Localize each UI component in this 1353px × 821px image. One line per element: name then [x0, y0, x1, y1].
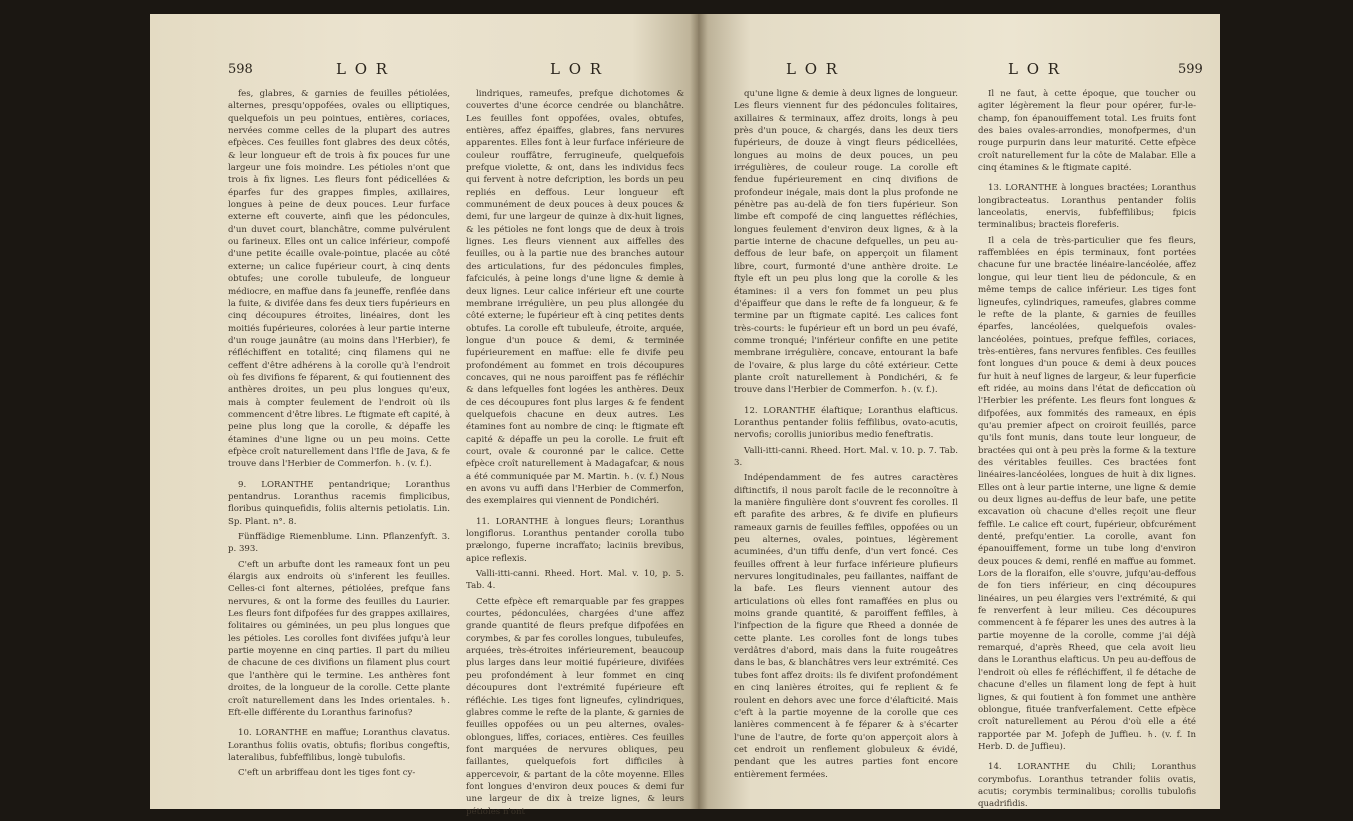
left-column-2: [466, 88, 684, 821]
paragraph: Indépendamment de fes autres caractères diftinctifs, il nous paroît facile de le reconnoître à la manière fingulière dont s'ouvrent fes corolles. Il eft parafite des arbres, & fe divife en plufieurs rameaux garnis de feuilles feffiles, oppofées ou un peu alternes, ovales, pointues, légèrement acuminées, d'un tiffu denfe, d'un vert foncé. Ces feuilles offrent à leur furface inférieure plufieurs nervures longitudinales, peu faillantes, naiffant de la bafe. Les fleurs viennent autour des articulations où elles font ramaffées en plus ou moins grande quantité, & paroiffent feffiles, à l'infpection de la figure que Rheed a donnée de cette plante. Les corolles font de longs tubes verdâtres d'abord, mais dans la fuite rougeâtres dans le bas, & blanchâtres vers leur extrémité. Ces tubes font affez droits: ils fe divifent profondément en cinq lanières étroites, qui fe replient & fe roulent en dehors avec une force d'élafticité. Mais c'eft à la partie moyenne de la corolle que ces lanières commencent à fe féparer & à s'écarter l'une de l'autre, de forte qu'on apperçoit alors à cet endroit un renflement globuleux & évidé, pendant que les autres parties font encore entièrement fermées.: [734, 473, 958, 780]
paragraph: Il a cela de très-particulier que fes fleurs, raffemblées en épis terminaux, font portées chacune fur une bractée linéaire-lancéolée, affez longue, qui leur tient lieu de pédoncule, & en même temps de calice inférieur. Les tiges font ligneufes, cylindriques, rameufes, glabres comme le refte de la plante, & garnies de feuilles éparfes, lancéolées, quelquefois ovales-lancéolées, pointues, prefque feffiles, coriaces, très-entières, fans nervures fenfibles. Ces feuilles font longues d'un pouce & demi à deux pouces fur huit à neuf lignes de largeur, & leur fuperficie eft ridée, au moins dans l'état de deficcation où l'Herbier les préfente. Les fleurs font longues & difpofées, aux fommités des rameaux, en épis qu'au premier afpect on croiroit feuillés, parce qu'ils font munis, dans toute leur longueur, de bractées qui ont à peu près la forme & la texture des véritables feuilles. Ces bractées font linéaires-lancéolées, longues de huit à dix lignes. Elles ont à leur partie interne, une ligne & demie ou deux lignes au-deffus de leur bafe, une petite excavation où chacune d'elles reçoit une fleur feffile. Le calice eft court, fupérieur, obfcurément denté, prefqu'entier. La corolle, avant fon épanouiffement, forme un tube long d'environ deux pouces & demi, renflé en maffue au fommet. Lors de la floraifon, elle s'ouvre, jufqu'au-deffous de fon tiers inférieur, en cinq découpures linéaires, un peu élargies vers l'extrémité, & qui fe renverfent à leur milieu. Ces découpures commencent à fe féparer les unes des autres à la partie moyenne de la corolle, comme j'ai déjà remarqué, d'après Rheed, que cela avoit lieu dans le Loranthus elafticus. Un peu au-deffous de l'endroit où elles fe réfléchiffent, il fe détache de chacune d'elles un filament long de fept à huit lignes, & qui foutient à fon fommet une anthère oblongue, fituée tranfverfalement. Cette efpèce croît naturellement au Pérou d'où elle a été rapportée par M. Jofeph de Juffieu. ♄. (v. f. In Herb. D. de Juffieu).: [978, 235, 1196, 752]
left-running-head-2: L O R: [550, 60, 604, 78]
paragraph: Fünffädige Riemenblume. Linn. Pflanzenfyft. 3. p. 393.: [228, 532, 450, 555]
paragraph: Valli-itti-canni. Rheed. Hort. Mal. v. 10. p. 7. Tab. 3.: [734, 445, 958, 468]
paragraph: Cette efpèce eft remarquable par fes grappes courtes, pédonculées, chargées d'une affez grande quantité de fleurs prefque difpofées en corymbes, & par fes corolles longues, tubuleufes, arquées, très-étroites inférieurement, beaucoup plus larges dans leur moitié fupérieure, divifées peu profondément à leur fommet en cinq découpures dont l'extrémité fupérieure eft réfléchie. Les tiges font ligneufes, cylindriques, glabres comme le refte de la plante, & garnies de feuilles oppofées ou un peu alternes, ovales-oblongues, liffes, coriaces, entières. Ces feuilles font marquées de nervures obliques, peu faillantes, quelquefois fort difficiles à appercevoir, & partant de la côte moyenne. Elles font longues d'environ deux pouces & demi fur une largeur de dix à treize lignes, & leurs pétioles n'ont: [466, 596, 684, 817]
paragraph: Valli-itti-canni. Rheed. Hort. Mal. v. 10, p. 5. Tab. 4.: [466, 569, 684, 592]
book-spread: [150, 14, 1220, 817]
paragraph: 13. LORANTHE à longues bractées; Loranthus longibracteatus. Loranthus pentander foliis lanceolatis, enervis, fubfeffilibus; fpicis terminalibus; bracteis floreferis.: [978, 183, 1196, 231]
right-running-head-1: L O R: [786, 60, 840, 78]
left-page-number: 598: [228, 62, 253, 77]
right-running-head-2: L O R: [1008, 60, 1062, 78]
book-gutter: [690, 14, 708, 809]
paragraph: C'eft un arbriffeau dont les tiges font cy-: [238, 768, 416, 779]
paragraph: C'eft un arbufte dont les rameaux font un peu élargis aux endroits où s'inferent les feuilles. Celles-ci font alternes, pétiolées, prefque fans nervures, & ont la forme des feuilles du Laurier. Les fleurs font difpofées fur des grappes axillaires, folitaires ou géminées, un peu plus longues que les pétioles. Les corolles font divifées jufqu'à leur partie moyenne en cinq parties. Il part du milieu de chacune de ces divifions un filament plus court que l'anthère qui le termine. Les anthères font droites, de la longueur de la corolle. Cette plante croît naturellement dans les Indes orientales. ♄. Eft-elle différente du Loranthus farinofus?: [228, 559, 450, 718]
left-page: [150, 14, 698, 817]
paragraph: 14. LORANTHE du Chili; Loranthus corymbofus. Loranthus tetrander foliis ovatis, acutis; corymbis terminalibus; corollis tubulofis quadrifidis.: [978, 762, 1196, 810]
paragraph: qu'une ligne & demie à deux lignes de longueur. Les fleurs viennent fur des pédoncules folitaires, axillaires & terminaux, affez droits, longs à peu près d'un pouce, & chargés, dans les deux tiers fupérieurs, de douze à vingt fleurs pédicellées, longues au moins de deux pouces, un peu irrégulières, de couleur rouge. La corolle eft fendue fupérieurement en cinq divifions de profondeur inégale, mais dont la plus profonde ne pénètre pas au-delà de fon tiers fupérieur. Son limbe eft compofé de cinq languettes réfléchies, longues feulement d'environ deux lignes, & à la partie interne de chacune defquelles, un peu au-deffous de leur bafe, on apperçoit un filament libre, court, furmonté d'une anthère droite. Le ftyle eft un peu plus long que la corolle & les étamines: il a vers fon fommet un peu plus d'épaiffeur que dans le refte de fa longueur, & fe termine par un ftigmate capité. Les calices font très-courts: le fupérieur eft un bord un peu évafé, comme tronqué; l'inférieur confifte en une petite membrane irrégulière, concave, entourant la bafe de l'ovaire, & plus large du côté extérieur. Cette plante croît naturellement à Pondichéri, & fe trouve dans l'Herbier de Commerfon. ♄. (v. f.).: [734, 89, 958, 396]
paragraph: lindriques, rameufes, prefque dichotomes & couvertes d'une écorce cendrée ou blanchâtre. Les feuilles font oppofées, ovales, obtufes, entières, affez épaiffes, glabres, fans nervures apparentes. Elles font à leur furface inférieure de couleur rouffâtre, ferrugineufe, quelquefois prefque violette, & ont, dans les individus fecs qui fervent à notre defcription, les bords un peu repliés en deffous. Leur longueur eft communément de deux pouces à deux pouces & demi, fur une largeur de quinze à dix-huit lignes, & les pétioles ne font longs que de deux à trois lignes. Les fleurs viennent aux aiffelles des feuilles, ou à la partie nue des branches autour des articulations, fur des pédoncules fimples, fafciculés, à peine longs d'une ligne & demie à deux lignes. Leur calice inférieur eft une courte membrane irrégulière, un peu plus allongée du côté externe; le fupérieur eft à cinq petites dents obtufes. La corolle eft tubuleufe, étroite, arquée, longue d'un pouce & demi, & terminée fupérieurement en maffue: elle fe divife peu profondément au fommet en trois découpures concaves, qui ne nous paroiffent pas fe réfléchir & dans lefquelles font logées les anthères. Deux de ces découpures font plus larges & fe fendent quelquefois chacune en deux autres. Les étamines font au nombre de cinq: le ftigmate eft capité & dépaffe un peu la corolle. Le fruit eft court, ovale & couronné par le calice. Cette efpèce croît naturellement à Madagafcar, & nous a été communiquée par M. Martin. ♄. (v. f.) Nous en avons vu auffi dans l'Herbier de Commerfon, des exemplaires qui viennent de Pondichéri.: [466, 89, 684, 507]
paragraph: 10. LORANTHE en maffue; Loranthus clavatus. Loranthus foliis ovatis, obtufis; floribus congeftis, lateralibus, fubfeffilibus, longè tubulofis.: [228, 728, 450, 763]
right-column-1: [734, 88, 958, 784]
right-column-2: [978, 88, 1196, 814]
left-column-1: [228, 88, 450, 783]
right-page: [698, 14, 1220, 809]
paragraph: 9. LORANTHE pentandrique; Loranthus pentandrus. Loranthus racemis fimplicibus, floribus quinquefidis, foliis alternis petiolatis. Lin. Sp. Plant. n°. 8.: [228, 479, 450, 527]
right-page-number: 599: [1178, 62, 1203, 77]
paragraph: 12. LORANTHE élaftique; Loranthus elafticus. Loranthus pentander foliis feffilibus, ovato-acutis, nervofis; corollis junioribus medio feneftratis.: [734, 405, 958, 441]
paragraph: Il ne faut, à cette époque, que toucher ou agiter légèrement la fleur pour opérer, fur-le-champ, fon épanouiffement total. Les fruits font des baies ovales-arrondies, monofpermes, d'un rouge purpurin dans leur maturité. Cette efpèce croît naturellement fur la côte de Malabar. Elle a cinq étamines & le ftigmate capité.: [978, 89, 1196, 174]
paragraph: 11. LORANTHE à longues fleurs; Loranthus longiflorus. Loranthus pentander corolla tubo prælongo, fuperne incraffato; laciniis brevibus, apice reflexis.: [466, 516, 684, 564]
paragraph: fes, glabres, & garnies de feuilles pétiolées, alternes, presqu'oppofées, ovales ou elliptiques, quelquefois un peu pointues, entières, coriaces, nervées comme celles de la plupart des autres efpèces. Ces feuilles font glabres des deux côtés, & leur longueur eft de trois à fix pouces fur une largeur une fois moindre. Les pétioles n'ont que trois à fix lignes. Les fleurs font pédicellées & éparfes fur des grappes fimples, axillaires, longues à peine de deux pouces. Leur furface externe eft couverte, ainfi que les pédoncules, d'un duvet court, blanchâtre, comme pulvérulent ou farineux. Elles ont un calice inférieur, compofé d'une petite écaille ovale-pointue, placée au côté externe; un calice fupérieur court, à cinq dents obtufes; une corolle tubuleufe, de longueur médiocre, en maffue dans fa jeuneffe, renflée dans la fuite, & divifée dans fes deux tiers fupérieurs en cinq découpures étroites, linéaires, dont les moitiés fupérieures, colorées à leur partie interne d'un rouge jaunâtre (au moins dans l'Herbier), fe réfléchiffent en totalité; cinq filamens qui ne ceffent d'être adhérens à la corolle qu'à l'endroit où fes divifions fe féparent, & qui foutiennent des anthères droites, un peu plus longues qu'eux, mais à compter feulement de l'endroit où ils commencent d'être libres. Le ftigmate eft capité, à peine plus long que la corolle, & dépaffe les étamines d'une ligne ou un peu moins. Cette efpèce croît naturellement dans l'Ifle de Java, & fe trouve dans l'Herbier de Commerfon. ♄. (v. f.).: [228, 89, 450, 470]
left-running-head-1: L O R: [336, 60, 390, 78]
